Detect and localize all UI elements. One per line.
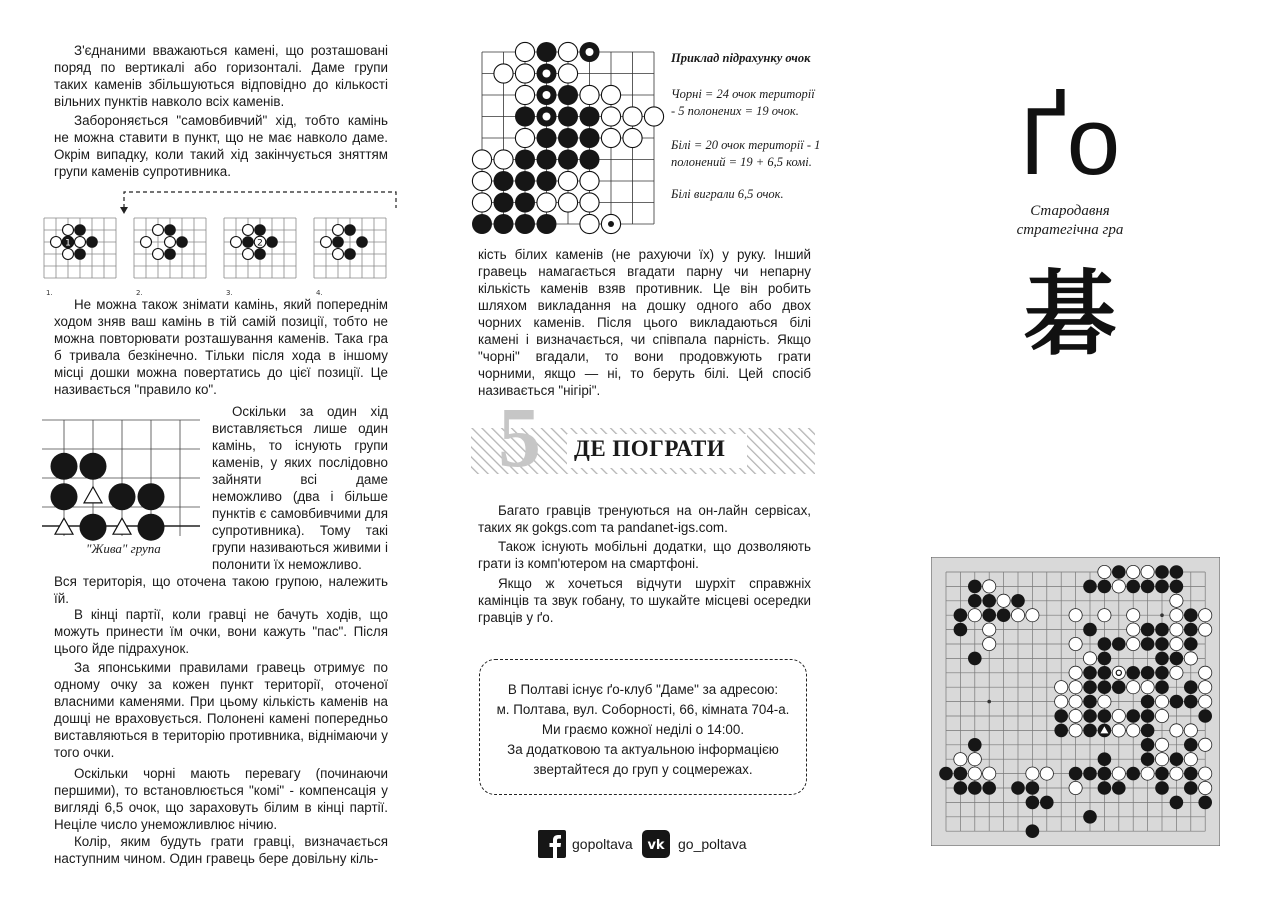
black-stone	[1083, 724, 1097, 738]
black-stone	[1083, 623, 1097, 637]
facebook-icon[interactable]	[538, 830, 566, 858]
para-color: Колір, яким будуть грати гравці, визначається наступним чином. Один гравець бере довільну кіль-	[54, 834, 388, 866]
section-number: 5	[498, 389, 541, 485]
black-stone	[1126, 767, 1140, 781]
white-stone	[1155, 753, 1168, 766]
black-stone	[51, 453, 78, 480]
mark-dot	[608, 221, 614, 227]
white-stone	[1112, 767, 1125, 780]
black-stone	[80, 453, 107, 480]
white-stone	[580, 85, 599, 104]
black-stone	[982, 781, 996, 795]
white-stone	[472, 171, 491, 190]
black-stone	[1083, 666, 1097, 680]
white-stone	[1127, 565, 1140, 578]
black-stone	[1026, 824, 1040, 838]
club-line-3: Ми граємо кожної неділі о 14:00.	[541, 722, 745, 737]
white-stone	[1155, 709, 1168, 722]
white-stone	[1098, 565, 1111, 578]
black-stone	[1054, 724, 1068, 738]
black-stone	[1184, 608, 1198, 622]
black-stone	[1198, 709, 1212, 723]
game-title: Ґо	[1019, 88, 1121, 195]
white-stone	[601, 107, 620, 126]
black-stone	[74, 224, 86, 236]
black-stone	[1141, 738, 1155, 752]
scoring-caption-result: Білі виграли 6,5 очок.	[671, 187, 784, 201]
white-stone	[1170, 609, 1183, 622]
para-japanese-rules: За японськими правилами гравець отримує по одному очку за кожен пункт території, оточеної власними каменями. При цьому кількість каменів на дошці не враховується. Полонені камені попередньо виставляються в територію противника, віднімаючи у того очки.	[54, 660, 388, 760]
white-stone	[494, 64, 513, 83]
black-stone	[1069, 767, 1083, 781]
scoring-caption-black: Чорні = 24 очок території - 5 полонених = 19 очок.	[671, 87, 815, 118]
white-stone	[1069, 666, 1082, 679]
black-stone	[1098, 680, 1112, 694]
para-komi: Оскільки чорні мають перевагу (починаючи першими), то встановлюється "комі" - компенсація у вигляді 6,5 очок, що зараховуть білим в кінці партії. Неціле число унеможливлює нічию.	[54, 766, 388, 832]
black-stone	[138, 514, 165, 541]
white-stone	[1011, 609, 1024, 622]
white-stone	[1069, 681, 1082, 694]
capture-dot	[543, 113, 551, 121]
white-stone	[1069, 709, 1082, 722]
black-stone	[580, 107, 600, 127]
white-stone	[1055, 695, 1068, 708]
white-stone	[1184, 753, 1197, 766]
black-stone	[164, 248, 176, 260]
black-stone	[494, 214, 514, 234]
black-stone	[1198, 796, 1212, 810]
subtitle	[990, 202, 1150, 240]
white-stone	[997, 594, 1010, 607]
white-stone	[1026, 767, 1039, 780]
black-stone	[997, 608, 1011, 622]
white-stone	[1170, 594, 1183, 607]
black-stone	[558, 85, 578, 105]
black-stone	[254, 248, 266, 260]
black-stone	[494, 171, 514, 191]
white-stone	[165, 237, 176, 248]
white-stone	[1112, 709, 1125, 722]
black-stone	[558, 128, 578, 148]
black-stone	[1155, 623, 1169, 637]
white-stone	[321, 237, 332, 248]
scoring-caption-white: Білі = 20 очок території - 1 полонений = 19 + 6,5 комі.	[671, 138, 821, 169]
white-stone	[1040, 767, 1053, 780]
white-stone	[1127, 637, 1140, 650]
white-stone	[1083, 652, 1096, 665]
black-stone	[1184, 695, 1198, 709]
black-stone	[1083, 709, 1097, 723]
white-stone	[51, 237, 62, 248]
white-stone	[1199, 609, 1212, 622]
white-stone	[243, 249, 254, 260]
black-stone	[1098, 580, 1112, 594]
black-stone	[1141, 637, 1155, 651]
white-stone	[968, 767, 981, 780]
subtitle-line-1: Стародавня	[1030, 203, 1110, 219]
black-stone	[74, 248, 86, 260]
black-stone	[332, 236, 344, 248]
black-stone	[968, 781, 982, 795]
black-stone	[1155, 666, 1169, 680]
white-stone	[1199, 623, 1212, 636]
white-stone	[601, 85, 620, 104]
ko-move-number: 1	[65, 238, 71, 249]
white-stone	[243, 225, 254, 236]
club-line-4: За додатковою та актуальною інформацією	[507, 742, 779, 757]
para-nigiri: кість білих каменів (не рахуючи їх) у руку. Інший гравець намагається вгадати парну чи непарну кількість каменів взяв противник. Це він робить шляхом викладання на дошку одного або двох чорних каменів. Після цього викладаються білі камені і визначається, чи співпала парність. Якщо "чорні" вгадали, то вони продовжують грати чорними, якщо — ні, то беруть білі. Цей спосіб називається "нігірі".	[478, 247, 811, 398]
black-stone	[494, 193, 514, 213]
black-stone	[1112, 781, 1126, 795]
black-stone	[1184, 623, 1198, 637]
white-stone	[515, 128, 534, 147]
white-stone	[75, 237, 86, 248]
black-stone	[968, 594, 982, 608]
para-suicide: Забороняється "самовбивчий" хід, тобто камінь не можна ставити в пункт, що не має навколо даме. Окрім випадку, коли такий хід закінчується зняттям групи каменів супротивника.	[54, 113, 388, 179]
black-stone	[356, 236, 368, 248]
black-stone	[1141, 666, 1155, 680]
black-stone	[242, 236, 254, 248]
ko-panel-label: 1.	[46, 289, 53, 295]
para-mobile: Також існують мобільні додатки, що дозволяють грати із комп'ютером на смартфоні.	[478, 539, 811, 571]
white-stone	[983, 767, 996, 780]
club-line-2: м. Полтава, вул. Соборності, 66, кімната 704-а.	[496, 702, 790, 717]
white-stone	[558, 42, 577, 61]
white-stone	[1055, 681, 1068, 694]
black-stone	[537, 128, 557, 148]
eye-triangle-mark	[84, 487, 102, 503]
white-stone	[1155, 738, 1168, 751]
black-stone	[1098, 637, 1112, 651]
black-stone	[954, 608, 968, 622]
black-stone	[1155, 652, 1169, 666]
black-stone	[1184, 781, 1198, 795]
black-stone	[51, 483, 78, 510]
ko-diagrams	[40, 180, 400, 295]
white-stone	[1098, 609, 1111, 622]
white-stone	[1127, 681, 1140, 694]
club-line-5: звертайтеся до груп у соцмережах.	[533, 762, 753, 777]
black-stone	[939, 767, 953, 781]
para-territory: Вся територія, що оточена такою групою, належить їй.	[54, 574, 388, 606]
black-stone	[1170, 796, 1184, 810]
ko-panel-label: 2.	[136, 289, 143, 295]
white-stone	[515, 42, 534, 61]
scoring-example-board	[470, 40, 666, 236]
black-stone	[580, 150, 600, 170]
para-connected: З'єднаними вважаються камені, що розташовані поряд по вертикалі або горизонталі. Даме групи таких каменів збільшуються відповідно до кількості вільних пунктів навколо всіх каменів.	[54, 43, 388, 109]
white-stone	[1184, 652, 1197, 665]
black-stone	[1126, 580, 1140, 594]
black-stone	[86, 236, 98, 248]
white-stone	[1184, 724, 1197, 737]
black-stone	[1083, 810, 1097, 824]
white-stone	[1170, 623, 1183, 636]
section-title: ДЕ ПОГРАТИ	[574, 436, 726, 461]
black-stone	[982, 608, 996, 622]
white-stone	[1199, 767, 1212, 780]
black-stone	[968, 580, 982, 594]
white-stone	[1170, 666, 1183, 679]
black-stone	[1098, 752, 1112, 766]
black-stone	[176, 236, 188, 248]
black-stone	[1170, 752, 1184, 766]
black-stone	[954, 767, 968, 781]
black-stone	[109, 483, 136, 510]
white-stone	[644, 107, 663, 126]
white-stone	[515, 85, 534, 104]
black-stone	[1155, 680, 1169, 694]
white-stone	[1199, 695, 1212, 708]
big-go-board	[931, 557, 1220, 846]
black-stone	[344, 248, 356, 260]
white-stone	[968, 609, 981, 622]
white-stone	[1141, 565, 1154, 578]
white-stone	[141, 237, 152, 248]
white-stone	[558, 64, 577, 83]
para-ko: Не можна також знімати камінь, який попереднім ходом зняв ваш камінь в тій самій позиції, тобто не можна повторювати розташування каменів. Така гра б тривала безкінечно. Тільки після хода в іншому місці дошки можна повертатись до цієї позиції. Це називається "правило ко".	[54, 297, 388, 397]
black-stone	[1141, 709, 1155, 723]
white-stone	[153, 249, 164, 260]
capture-dot	[543, 70, 551, 78]
black-stone	[1170, 580, 1184, 594]
black-stone	[1098, 652, 1112, 666]
black-stone	[537, 214, 557, 234]
white-stone	[1127, 623, 1140, 636]
black-stone	[1155, 580, 1169, 594]
black-stone	[1126, 709, 1140, 723]
black-stone	[558, 150, 578, 170]
white-stone	[1141, 681, 1154, 694]
black-stone	[1155, 767, 1169, 781]
black-stone	[1141, 724, 1155, 738]
black-stone	[1141, 695, 1155, 709]
white-stone	[983, 580, 996, 593]
black-stone	[138, 483, 165, 510]
black-stone	[1112, 680, 1126, 694]
white-stone	[472, 150, 491, 169]
black-stone	[1098, 709, 1112, 723]
black-stone	[515, 107, 535, 127]
white-stone	[558, 193, 577, 212]
go-kanji: 碁	[1023, 261, 1116, 368]
black-stone	[954, 781, 968, 795]
para-pass: В кінці партії, коли гравці не бачуть ходів, що можуть принести їм очки, вони кажуть "пас". Після цього йде підрахунок.	[54, 607, 388, 656]
white-stone	[580, 171, 599, 190]
white-stone	[558, 171, 577, 190]
ko-move-number: 2	[257, 238, 263, 249]
black-stone	[344, 224, 356, 236]
black-stone	[164, 224, 176, 236]
white-stone	[1127, 609, 1140, 622]
black-stone	[1011, 781, 1025, 795]
black-stone	[1141, 623, 1155, 637]
white-stone	[983, 623, 996, 636]
black-stone	[1098, 781, 1112, 795]
black-stone	[515, 150, 535, 170]
black-stone	[1184, 637, 1198, 651]
black-stone	[1155, 565, 1169, 579]
white-stone	[968, 753, 981, 766]
white-stone	[472, 193, 491, 212]
para-living: Оскільки за один хід виставляється лише один камінь, то існують групи каменів, у яких послідовно зайняти всі даме неможливо (два і більше пунктів є самовбивчими для супротивника). Тому такі групи називаються живими і полонити їх неможливо.	[212, 404, 388, 572]
capture-dot	[543, 91, 551, 99]
white-stone	[1026, 609, 1039, 622]
club-info-box	[479, 659, 807, 795]
black-stone	[968, 738, 982, 752]
black-stone	[1054, 709, 1068, 723]
black-stone	[537, 150, 557, 170]
black-stone	[1184, 680, 1198, 694]
black-stone	[954, 623, 968, 637]
black-stone	[558, 107, 578, 127]
vk-logo-text: vk	[647, 838, 665, 853]
living-group-caption: "Жива" група	[86, 541, 161, 556]
black-stone	[1083, 580, 1097, 594]
black-stone	[1040, 796, 1054, 810]
white-stone	[1069, 695, 1082, 708]
white-stone	[537, 193, 556, 212]
black-stone	[80, 514, 107, 541]
white-stone	[63, 225, 74, 236]
black-stone	[1184, 738, 1198, 752]
subtitle-line-2: стратегічна гра	[1016, 222, 1124, 238]
black-stone	[515, 171, 535, 191]
black-stone	[1083, 767, 1097, 781]
black-stone	[580, 128, 600, 148]
black-stone	[537, 42, 557, 62]
white-stone	[1112, 580, 1125, 593]
white-stone	[1069, 724, 1082, 737]
black-stone	[1170, 565, 1184, 579]
white-stone	[580, 193, 599, 212]
ko-panel-label: 4.	[316, 289, 323, 295]
white-stone	[623, 128, 642, 147]
white-stone	[1170, 767, 1183, 780]
white-stone	[63, 249, 74, 260]
black-stone	[1155, 781, 1169, 795]
black-stone	[1011, 594, 1025, 608]
black-stone	[1112, 637, 1126, 651]
white-stone	[1170, 637, 1183, 650]
white-stone	[1199, 666, 1212, 679]
black-stone	[1026, 781, 1040, 795]
star-point	[987, 700, 991, 704]
black-stone	[982, 594, 996, 608]
white-stone	[1069, 609, 1082, 622]
white-stone	[1069, 781, 1082, 794]
black-stone	[1184, 767, 1198, 781]
black-stone	[1098, 666, 1112, 680]
ko-panel-label: 3.	[226, 289, 233, 295]
black-stone	[254, 224, 266, 236]
black-stone	[1141, 580, 1155, 594]
white-stone	[1199, 781, 1212, 794]
white-stone	[231, 237, 242, 248]
white-stone	[153, 225, 164, 236]
vk-handle[interactable]: go_poltava	[678, 836, 747, 852]
white-stone	[601, 128, 620, 147]
black-stone	[1141, 752, 1155, 766]
white-stone	[1199, 738, 1212, 751]
scoring-caption-title: Приклад підрахунку очок	[671, 51, 811, 65]
star-point	[1160, 613, 1164, 617]
living-group-diagram	[42, 412, 207, 542]
black-stone	[1126, 666, 1140, 680]
vk-icon[interactable]	[642, 830, 670, 858]
white-stone	[1155, 695, 1168, 708]
white-stone	[1141, 767, 1154, 780]
capture-dot	[586, 48, 594, 56]
white-stone	[1098, 695, 1111, 708]
black-stone	[1112, 565, 1126, 579]
white-stone	[1069, 637, 1082, 650]
white-stone	[515, 64, 534, 83]
white-stone	[1127, 724, 1140, 737]
black-stone	[1083, 695, 1097, 709]
white-stone	[1170, 724, 1183, 737]
white-stone	[494, 150, 513, 169]
black-stone	[537, 171, 557, 191]
white-stone	[954, 753, 967, 766]
para-local: Якщо ж хочеться відчути шурхіт справжніх камінців та звук гобану, то шукайте місцеві осередки гравців у ґо.	[478, 576, 811, 625]
black-stone	[1026, 796, 1040, 810]
black-stone	[1083, 680, 1097, 694]
white-stone	[333, 249, 344, 260]
white-stone	[333, 225, 344, 236]
black-stone	[968, 652, 982, 666]
white-stone	[1112, 724, 1125, 737]
black-stone	[1155, 637, 1169, 651]
last-move-stone	[1112, 666, 1125, 679]
white-stone	[623, 107, 642, 126]
facebook-handle[interactable]: gopoltava	[572, 836, 633, 852]
black-stone	[1170, 695, 1184, 709]
black-stone	[1170, 652, 1184, 666]
black-stone	[515, 193, 535, 213]
white-stone	[580, 214, 599, 233]
black-stone	[515, 214, 535, 234]
white-stone	[983, 637, 996, 650]
black-stone	[472, 214, 492, 234]
black-stone	[1098, 767, 1112, 781]
club-line-1: В Полтаві існує ґо-клуб "Даме" за адресою:	[507, 682, 779, 697]
para-online: Багато гравців тренуються на он-лайн сервісах, таких як gokgs.com та pandanet-igs.com.	[478, 503, 811, 535]
white-stone	[1199, 681, 1212, 694]
black-stone	[266, 236, 278, 248]
